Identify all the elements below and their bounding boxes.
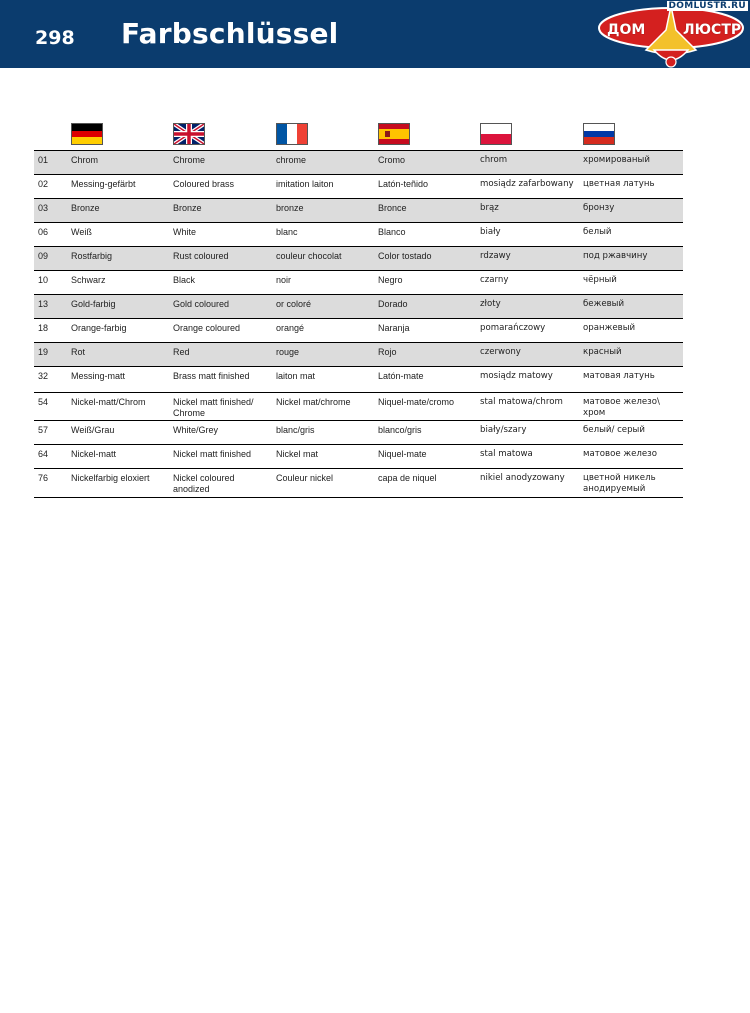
logo-word-right: ЛЮСТР — [683, 22, 742, 38]
es-cell: Negro — [378, 275, 403, 285]
fr-cell: laiton mat — [276, 371, 316, 381]
code-cell: 10 — [38, 275, 49, 285]
code-cell: 32 — [38, 371, 49, 381]
table-row — [34, 295, 683, 319]
ru-cell: матовое железо — [583, 449, 657, 459]
fr-cell: rouge — [276, 347, 300, 357]
es-cell: Latón-mate — [378, 371, 424, 381]
fr-cell: blanc/gris — [276, 425, 315, 435]
logo-word-left: ДОМ — [607, 22, 646, 38]
fr-cell: bronze — [276, 203, 304, 213]
code-cell: 18 — [38, 323, 49, 333]
pl-cell: mosiądz zafarbowany — [480, 179, 574, 189]
pl-cell: chrom — [480, 155, 508, 165]
es-cell: Niquel-mate/cromo — [378, 397, 455, 407]
es-cell: Naranja — [378, 323, 410, 333]
en-cell: Gold coloured — [173, 299, 230, 309]
pl-cell: czerwony — [480, 347, 521, 357]
fr-cell: Nickel mat — [276, 449, 319, 459]
logo-url-text: DOMLUSTR.RU — [668, 1, 746, 11]
es-cell: Niquel-mate — [378, 449, 427, 459]
code-cell: 02 — [38, 179, 49, 189]
color-key-table — [34, 122, 683, 498]
flag-russia-icon — [583, 123, 615, 145]
table-row — [34, 319, 683, 343]
de-cell: Chrom — [71, 155, 99, 165]
table-row — [34, 445, 683, 469]
table-row — [34, 151, 683, 175]
ru-cell: красный — [583, 347, 622, 357]
table-row — [34, 469, 683, 498]
code-cell: 01 — [38, 155, 49, 165]
fr-cell: or coloré — [276, 299, 312, 309]
flag-germany-icon — [71, 123, 103, 145]
code-cell: 03 — [38, 203, 49, 213]
brand-logo[interactable] — [592, 0, 750, 72]
de-cell: Nickel-matt — [71, 449, 117, 459]
code-cell: 54 — [38, 397, 49, 407]
en-cell: Orange coloured — [173, 323, 241, 333]
code-cell: 13 — [38, 299, 49, 309]
en-cell: Bronze — [173, 203, 202, 213]
table-row — [34, 175, 683, 199]
table-row — [34, 393, 683, 421]
de-cell: Gold-farbig — [71, 299, 116, 309]
flag-poland-icon — [480, 123, 512, 145]
pl-cell: stal matowa/chrom — [480, 397, 563, 407]
table-row — [34, 343, 683, 367]
code-cell: 06 — [38, 227, 49, 237]
es-cell: Color tostado — [378, 251, 432, 261]
ru-cell: оранжевый — [583, 323, 636, 333]
fr-cell: noir — [276, 275, 292, 285]
table-row — [34, 271, 683, 295]
ru-cell: матовое железо\ хром — [583, 397, 660, 418]
es-cell: capa de niquel — [378, 473, 437, 483]
es-cell: Dorado — [378, 299, 408, 309]
pl-cell: brąz — [480, 203, 499, 213]
table-body — [34, 150, 683, 498]
fr-cell: blanc — [276, 227, 298, 237]
page-title: Farbschlüssel — [121, 17, 339, 50]
code-cell: 19 — [38, 347, 49, 357]
es-cell: Cromo — [378, 155, 406, 165]
table-row — [34, 367, 683, 393]
de-cell: Rostfarbig — [71, 251, 113, 261]
ru-cell: бежевый — [583, 299, 625, 309]
es-cell: Bronce — [378, 203, 407, 213]
de-cell: Messing-matt — [71, 371, 126, 381]
fr-cell: orangé — [276, 323, 305, 333]
table-row — [34, 199, 683, 223]
ru-cell: белый — [583, 227, 612, 237]
code-cell: 09 — [38, 251, 49, 261]
de-cell: Weiß — [71, 227, 92, 237]
ru-cell: белый/ серый — [583, 425, 645, 435]
table-row — [34, 421, 683, 445]
es-cell: Latón-teñido — [378, 179, 429, 189]
fr-cell: couleur chocolat — [276, 251, 342, 261]
ru-cell: хромированый — [583, 155, 650, 165]
en-cell: Nickel coloured anodized — [173, 473, 235, 494]
ru-cell: под ржавчину — [583, 251, 648, 261]
es-cell: blanco/gris — [378, 425, 422, 435]
es-cell: Rojo — [378, 347, 397, 357]
pl-cell: pomarańczowy — [480, 323, 546, 333]
fr-cell: chrome — [276, 155, 307, 165]
ru-cell: цветной никель анодируемый — [583, 473, 656, 494]
de-cell: Schwarz — [71, 275, 106, 285]
pl-cell: rdzawy — [480, 251, 511, 261]
pl-cell: biały — [480, 227, 501, 237]
flag-spain-icon — [378, 123, 410, 145]
code-cell: 76 — [38, 473, 49, 483]
en-cell: Nickel matt finished/ Chrome — [173, 397, 254, 418]
pl-cell: nikiel anodyzowany — [480, 473, 565, 483]
code-cell: 57 — [38, 425, 49, 435]
en-cell: Black — [173, 275, 196, 285]
table-row — [34, 247, 683, 271]
en-cell: White/Grey — [173, 425, 219, 435]
en-cell: Brass matt finished — [173, 371, 250, 381]
de-cell: Nickelfarbig eloxiert — [71, 473, 150, 483]
pl-cell: złoty — [480, 299, 501, 309]
en-cell: Nickel matt finished — [173, 449, 252, 459]
pl-cell: stal matowa — [480, 449, 533, 459]
pl-cell: czarny — [480, 275, 509, 285]
fr-cell: Couleur nickel — [276, 473, 334, 483]
ru-cell: бронзу — [583, 203, 615, 213]
en-cell: Chrome — [173, 155, 206, 165]
de-cell: Nickel-matt/Chrom — [71, 397, 146, 407]
ru-cell: матовая латунь — [583, 371, 655, 381]
flag-uk-icon — [173, 123, 205, 145]
de-cell: Bronze — [71, 203, 100, 213]
flags-header-row — [34, 122, 683, 150]
table-row — [34, 223, 683, 247]
pl-cell: mosiądz matowy — [480, 371, 553, 381]
pl-cell: biały/szary — [480, 425, 527, 435]
page-number: 298 — [35, 27, 75, 49]
de-cell: Orange-farbig — [71, 323, 127, 333]
en-cell: White — [173, 227, 197, 237]
fr-cell: Nickel mat/chrome — [276, 397, 351, 407]
ru-cell: цветная латунь — [583, 179, 655, 189]
es-cell: Blanco — [378, 227, 406, 237]
en-cell: Rust coloured — [173, 251, 229, 261]
flag-france-icon — [276, 123, 308, 145]
de-cell: Messing-gefärbt — [71, 179, 136, 189]
en-cell: Red — [173, 347, 190, 357]
de-cell: Weiß/Grau — [71, 425, 115, 435]
code-cell: 64 — [38, 449, 49, 459]
en-cell: Coloured brass — [173, 179, 235, 189]
de-cell: Rot — [71, 347, 86, 357]
ru-cell: чёрный — [583, 275, 617, 285]
fr-cell: imitation laiton — [276, 179, 334, 189]
